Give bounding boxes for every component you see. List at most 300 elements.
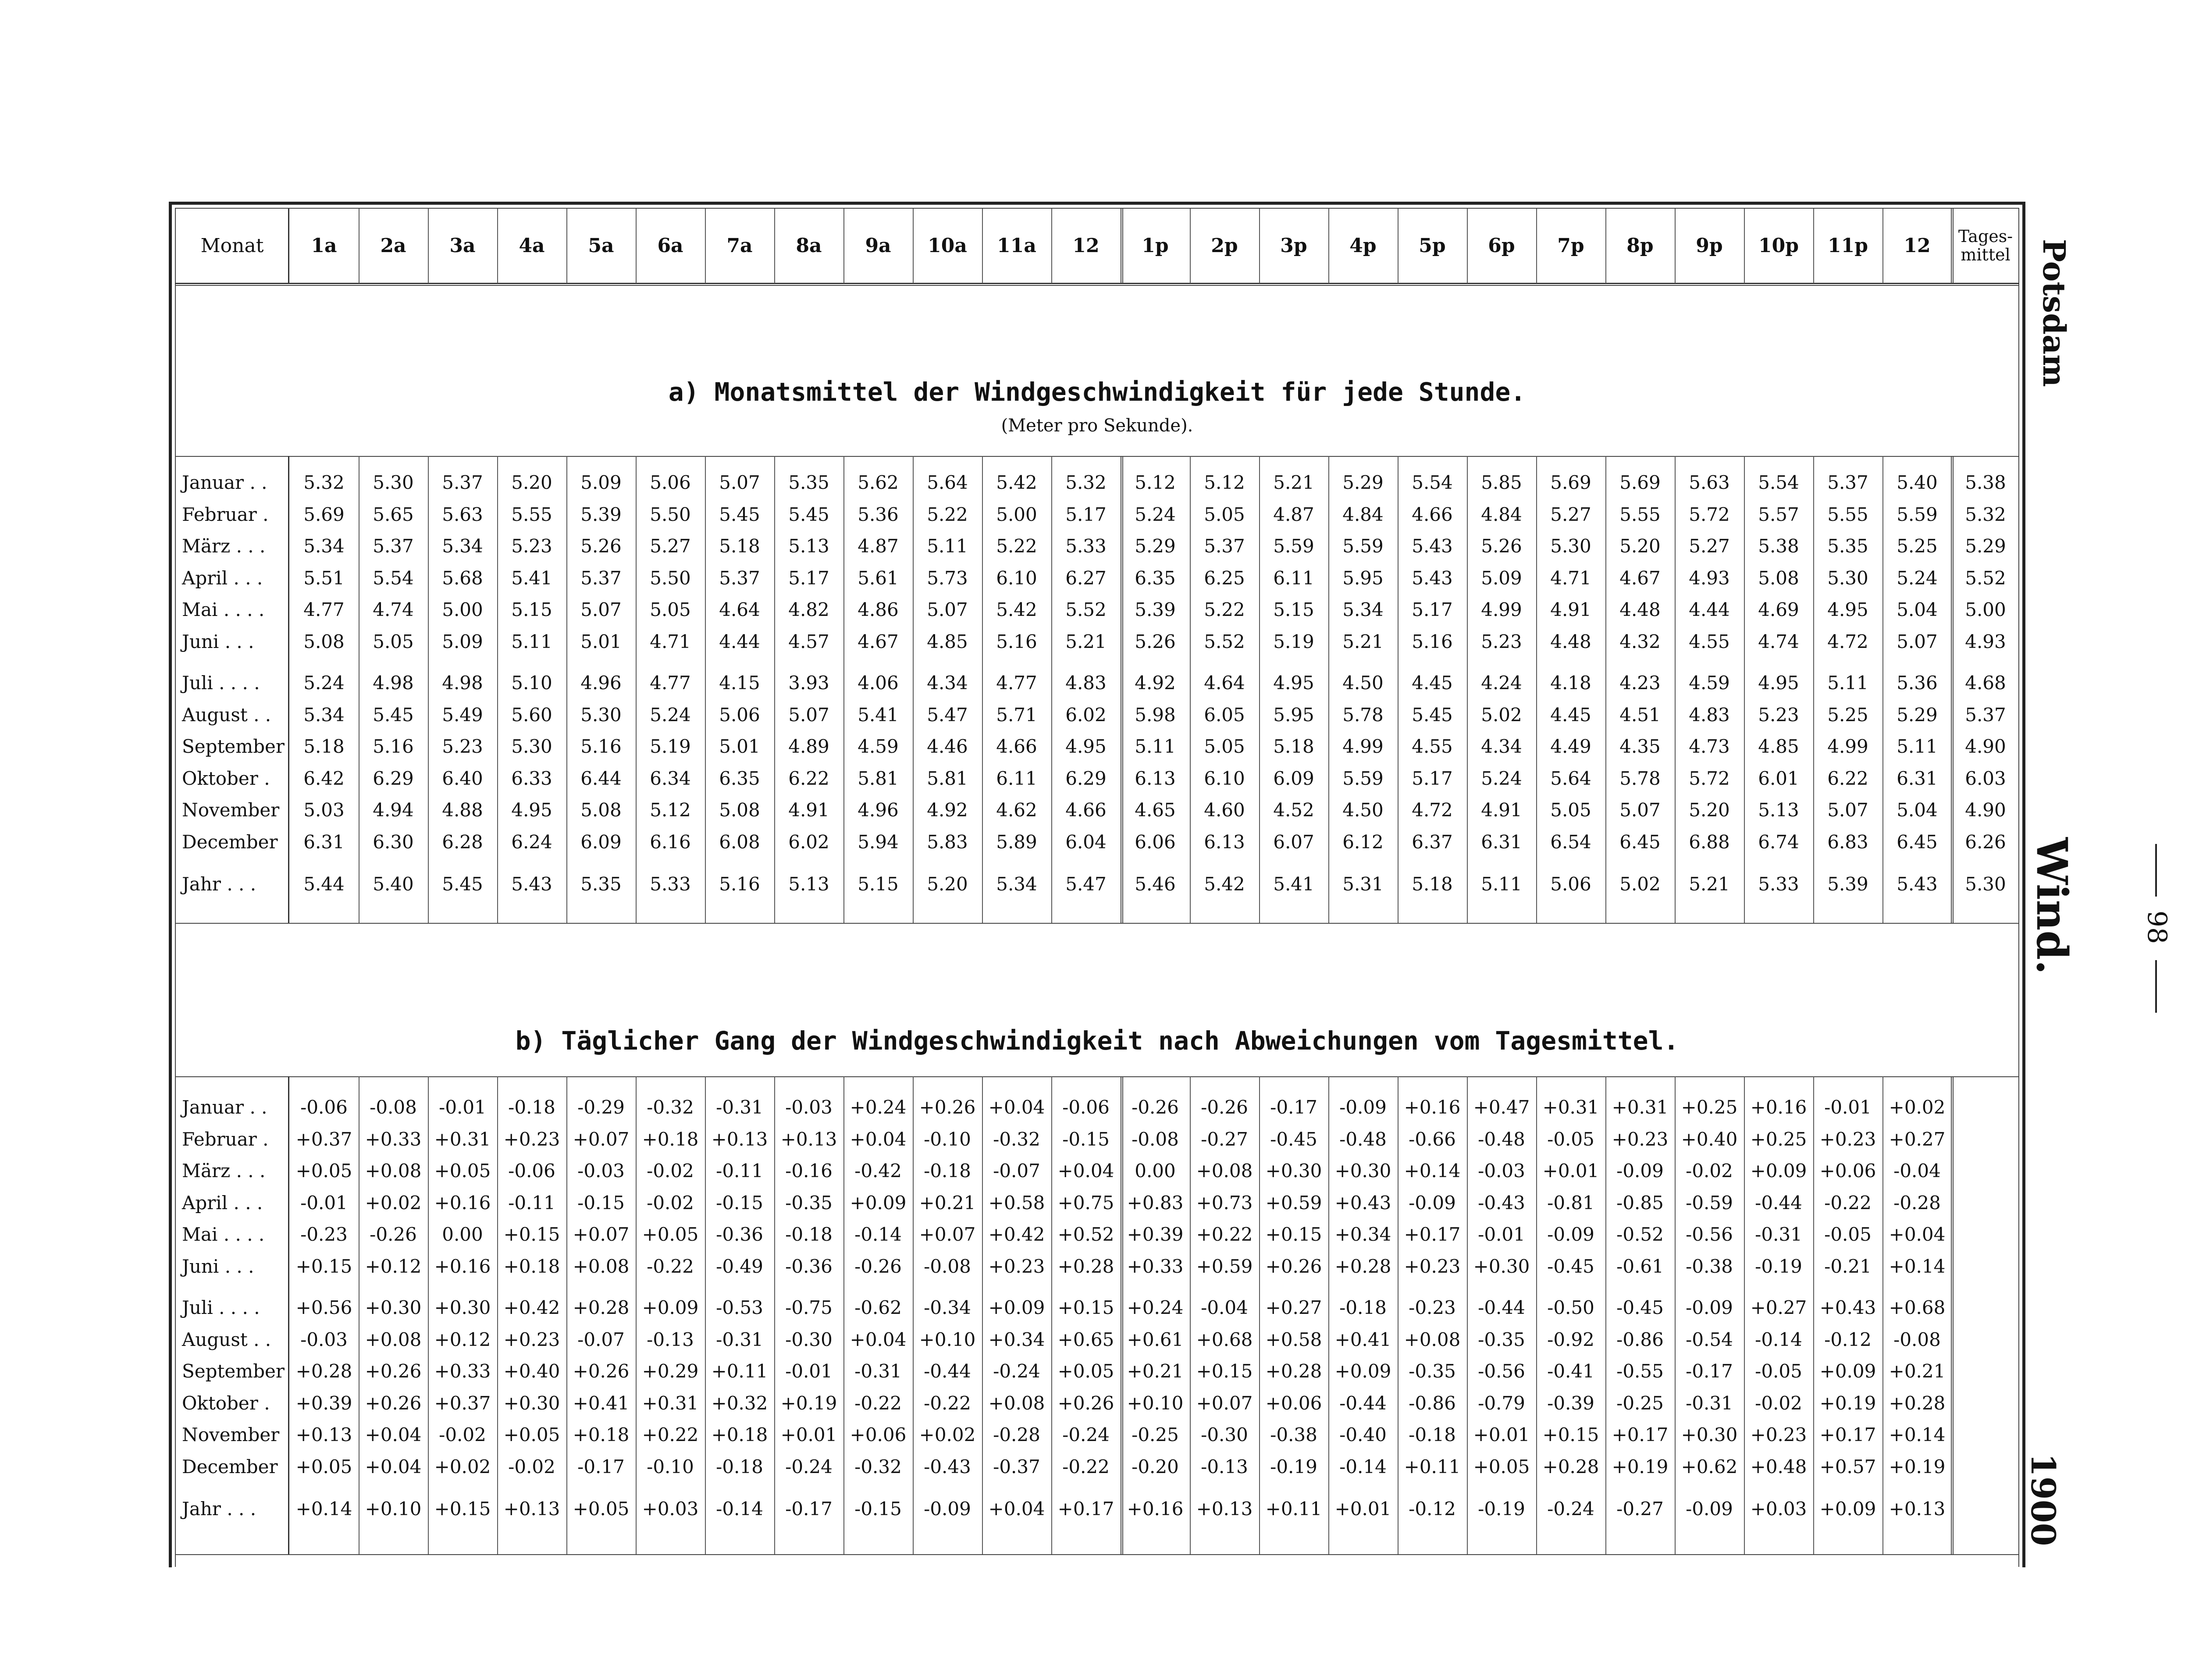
value-cell: -0.15 [716,1192,763,1214]
value-cell: -0.09 [1616,1160,1664,1182]
value-cell: 5.20 [927,873,968,895]
value-cell: 4.66 [996,736,1037,757]
header-hour: 11a [997,234,1036,257]
value-cell: 5.36 [858,504,899,525]
value-cell: +0.32 [711,1392,768,1414]
value-cell: +0.34 [988,1329,1045,1350]
value-cell: 5.26 [1481,535,1522,557]
value-cell: -0.50 [1547,1297,1594,1318]
value-cell: -0.01 [785,1360,833,1382]
hour-column-rule [982,456,983,923]
hour-column-rule [1744,209,1745,283]
hour-column-rule [843,1076,844,1554]
deviation-row [169,1388,2025,1419]
value-cell: +0.26 [365,1392,422,1414]
hour-column-rule [497,456,498,923]
value-cell: 5.98 [1135,704,1176,726]
table-sheet [169,202,2025,1567]
value-cell: 4.34 [927,672,968,694]
value-cell: -0.03 [1478,1160,1525,1182]
value-cell: +0.04 [988,1498,1045,1520]
monthly-mean-row [169,562,2025,594]
value-cell: -0.14 [1755,1329,1802,1350]
value-cell: 5.24 [650,704,691,726]
value-cell: 4.73 [1689,736,1730,757]
value-cell: +0.04 [850,1329,907,1350]
value-cell: 6.02 [1065,704,1107,726]
monthly-mean-row [169,731,2025,762]
hour-column-rule [1744,456,1745,923]
month-label: Mai . . . . [182,599,265,620]
hour-column-rule [1675,209,1676,283]
value-cell: -0.18 [508,1096,555,1118]
daily-mean-cell: 5.32 [1965,504,2006,525]
daily-mean-cell: 4.90 [1965,799,2006,821]
value-cell: -0.38 [1270,1424,1317,1445]
value-cell: +0.02 [434,1456,491,1477]
hour-column-rule [1882,1076,1883,1554]
value-cell: +0.73 [1196,1192,1253,1214]
value-cell: 5.37 [1827,472,1868,493]
value-cell: 5.59 [1273,535,1314,557]
value-cell: 5.04 [1897,799,1938,821]
value-cell: 5.39 [580,504,622,525]
value-cell: 5.55 [1619,504,1661,525]
deviation-row [169,1187,2025,1219]
value-cell: 5.07 [719,472,760,493]
value-cell: +0.15 [1196,1360,1253,1382]
value-cell: 5.37 [373,535,414,557]
value-cell: 4.96 [580,672,622,694]
month-label: Februar . [182,1128,269,1150]
value-cell: +0.40 [503,1360,560,1382]
value-cell: 5.27 [1689,535,1730,557]
value-cell: 0.00 [1135,1160,1176,1182]
value-cell: +0.16 [1750,1096,1807,1118]
value-cell: 5.45 [373,704,414,726]
value-cell: 4.77 [650,672,691,694]
value-cell: 5.05 [1550,799,1591,821]
value-cell: +0.40 [1681,1128,1738,1150]
value-cell: 5.15 [858,873,899,895]
value-cell: -0.03 [577,1160,625,1182]
value-cell: 6.33 [511,768,552,789]
monthly-mean-row [169,868,2025,900]
value-cell: 6.09 [1273,768,1314,789]
value-cell: +0.43 [1819,1297,1876,1318]
value-cell: 5.63 [442,504,483,525]
value-cell: 5.35 [580,873,622,895]
value-cell: 6.01 [1758,768,1799,789]
value-cell: 5.63 [1689,472,1730,493]
deviation-row [169,1155,2025,1187]
value-cell: -0.43 [1478,1192,1525,1214]
value-cell: +0.65 [1057,1329,1114,1350]
value-cell: -0.59 [1686,1192,1733,1214]
value-cell: +0.30 [1265,1160,1322,1182]
noon-double-rule [1121,209,1123,283]
value-cell: -0.42 [854,1160,902,1182]
value-cell: 4.95 [511,799,552,821]
hour-column-rule [843,456,844,923]
value-cell: 5.78 [1342,704,1384,726]
value-cell: 5.34 [1342,599,1384,620]
header-hour: 8p [1626,234,1654,257]
value-cell: 5.72 [1689,504,1730,525]
hour-column-rule [1467,1076,1468,1554]
value-cell: 5.61 [858,567,899,589]
hour-column-rule [1259,456,1260,923]
value-cell: 6.29 [373,768,414,789]
value-cell: 5.49 [442,704,483,726]
mean-column-rule [1951,456,1954,923]
hour-column-rule [1675,456,1676,923]
value-cell: -0.30 [785,1329,833,1350]
value-cell: +0.28 [1265,1360,1322,1382]
value-cell: 5.29 [1897,704,1938,726]
section-a-bottom-rule [175,923,2019,924]
month-label: Januar . . [182,1096,267,1118]
value-cell: -0.79 [1478,1392,1525,1414]
hour-column-rule [705,209,706,283]
value-cell: -0.31 [854,1360,902,1382]
monthly-mean-row [169,499,2025,530]
value-cell: 4.74 [373,599,414,620]
value-cell: +0.21 [919,1192,976,1214]
value-cell: 5.00 [442,599,483,620]
value-cell: -0.20 [1132,1456,1179,1477]
value-cell: -0.18 [785,1224,833,1245]
month-label: Jahr . . . [182,1498,256,1520]
value-cell: 4.85 [927,631,968,652]
value-cell: 5.09 [580,472,622,493]
value-cell: -0.12 [1824,1329,1872,1350]
value-cell: 4.83 [1065,672,1107,694]
value-cell: 4.18 [1550,672,1591,694]
header-hour: 3a [449,234,476,257]
hour-column-rule [566,456,567,923]
month-label: November [182,799,280,821]
value-cell: 4.98 [373,672,414,694]
value-cell: -0.03 [785,1096,833,1118]
value-cell: 6.31 [303,831,345,853]
value-cell: -0.48 [1339,1128,1387,1150]
value-cell: 5.41 [858,704,899,726]
section-b-rule [175,1076,2019,1077]
header-hour: 10a [928,234,967,257]
value-cell: 5.34 [996,873,1037,895]
monthly-mean-row [169,667,2025,699]
value-cell: 5.32 [1065,472,1107,493]
value-cell: +0.19 [1612,1456,1669,1477]
hour-column-rule [774,209,775,283]
value-cell: 5.59 [1342,535,1384,557]
hour-column-rule [1328,209,1329,283]
value-cell: -0.16 [785,1160,833,1182]
value-cell: +0.47 [1473,1096,1530,1118]
value-cell: 4.96 [858,799,899,821]
value-cell: 4.52 [1273,799,1314,821]
value-cell: 4.72 [1827,631,1868,652]
value-cell: 5.26 [1135,631,1176,652]
deviation-row [169,1219,2025,1250]
value-cell: 5.81 [858,768,899,789]
hour-column-rule [913,209,914,283]
value-cell: -0.44 [1478,1297,1525,1318]
value-cell: 5.07 [1619,799,1661,821]
monthly-mean-row [169,467,2025,498]
value-cell: 4.48 [1550,631,1591,652]
value-cell: 5.43 [1412,535,1453,557]
value-cell: -0.53 [716,1297,763,1318]
value-cell: +0.02 [365,1192,422,1214]
value-cell: 5.34 [303,704,345,726]
value-cell: +0.13 [295,1424,352,1445]
value-cell: +0.13 [1889,1498,1946,1520]
value-cell: -0.12 [1409,1498,1456,1520]
value-cell: +0.08 [988,1392,1045,1414]
value-cell: +0.41 [1334,1329,1391,1350]
value-cell: +0.23 [988,1256,1045,1277]
value-cell: 5.05 [1204,736,1245,757]
hour-column-rule [1605,209,1606,283]
value-cell: -0.41 [1547,1360,1594,1382]
monthly-mean-row [169,794,2025,826]
value-cell: +0.31 [642,1392,699,1414]
value-cell: 6.12 [1342,831,1384,853]
value-cell: 4.55 [1689,631,1730,652]
value-cell: 5.12 [650,799,691,821]
value-cell: -0.55 [1616,1360,1664,1382]
value-cell: 4.71 [650,631,691,652]
value-cell: 5.71 [996,704,1037,726]
value-cell: +0.30 [365,1297,422,1318]
value-cell: 5.05 [373,631,414,652]
value-cell: +0.25 [1681,1096,1738,1118]
year-label: 1900 [2024,1453,2063,1546]
value-cell: 5.81 [927,768,968,789]
month-label: Oktober . [182,1392,270,1414]
value-cell: 5.35 [788,472,829,493]
value-cell: 6.11 [996,768,1037,789]
value-cell: 4.55 [1412,736,1453,757]
value-cell: -0.23 [300,1224,348,1245]
value-cell: 5.72 [1689,768,1730,789]
month-label: December [182,831,278,853]
value-cell: 5.45 [442,873,483,895]
value-cell: 5.46 [1135,873,1176,895]
header-hour: 7p [1557,234,1584,257]
value-cell: 5.40 [1897,472,1938,493]
value-cell: 5.47 [1065,873,1107,895]
value-cell: -0.34 [924,1297,971,1318]
value-cell: +0.18 [573,1424,630,1445]
value-cell: +0.12 [434,1329,491,1350]
value-cell: 5.85 [1481,472,1522,493]
value-cell: +0.28 [1334,1256,1391,1277]
value-cell: 5.27 [650,535,691,557]
value-cell: 5.64 [927,472,968,493]
value-cell: -0.28 [1893,1192,1941,1214]
value-cell: -0.02 [1755,1392,1802,1414]
header-hour: 1a [311,234,337,257]
header-daily-mean: Tages- mittel [1958,227,2013,264]
value-cell: +0.31 [1612,1096,1669,1118]
value-cell: -0.02 [508,1456,555,1477]
month-label: März . . . [182,535,266,557]
value-cell: +0.13 [1196,1498,1253,1520]
value-cell: +0.05 [642,1224,699,1245]
value-cell: +0.29 [642,1360,699,1382]
value-cell: -0.24 [1547,1498,1594,1520]
value-cell: 5.18 [1273,736,1314,757]
value-cell: 5.59 [1897,504,1938,525]
value-cell: +0.08 [1196,1160,1253,1182]
value-cell: 5.69 [303,504,345,525]
value-cell: 5.62 [858,472,899,493]
value-cell: +0.31 [1542,1096,1599,1118]
value-cell: 5.37 [719,567,760,589]
value-cell: +0.41 [573,1392,630,1414]
value-cell: +0.04 [850,1128,907,1150]
value-cell: 5.54 [1758,472,1799,493]
deviation-row [169,1124,2025,1155]
value-cell: 5.20 [1619,535,1661,557]
monthly-mean-row [169,594,2025,626]
monthly-mean-row [169,530,2025,562]
value-cell: +0.12 [365,1256,422,1277]
value-cell: 5.07 [788,704,829,726]
value-cell: 5.94 [858,831,899,853]
value-cell: 4.87 [858,535,899,557]
value-cell: 6.09 [580,831,622,853]
value-cell: 5.52 [1204,631,1245,652]
value-cell: +0.26 [573,1360,630,1382]
value-cell: +0.24 [850,1096,907,1118]
value-cell: 5.18 [303,736,345,757]
value-cell: -0.17 [785,1498,833,1520]
value-cell: -0.04 [1893,1160,1941,1182]
value-cell: 5.16 [1412,631,1453,652]
value-cell: +0.83 [1127,1192,1184,1214]
value-cell: -0.17 [577,1456,625,1477]
value-cell: 4.82 [788,599,829,620]
value-cell: 5.89 [996,831,1037,853]
month-label: Juni . . . [182,631,254,652]
value-cell: 5.11 [927,535,968,557]
value-cell: 5.21 [1273,472,1314,493]
daily-mean-cell: 5.29 [1965,535,2006,557]
value-cell: +0.17 [1404,1224,1461,1245]
hour-column-rule [843,209,844,283]
value-cell: -0.26 [1201,1096,1248,1118]
value-cell: -0.56 [1478,1360,1525,1382]
value-cell: 4.93 [1689,567,1730,589]
value-cell: 5.41 [1273,873,1314,895]
value-cell: 5.13 [1758,799,1799,821]
header-hour: 4p [1349,234,1377,257]
value-cell: -0.54 [1686,1329,1733,1350]
value-cell: +0.23 [1612,1128,1669,1150]
value-cell: +0.18 [642,1128,699,1150]
month-label: Juli . . . . [182,1297,260,1318]
value-cell: 5.42 [996,599,1037,620]
value-cell: +0.19 [1889,1456,1946,1477]
value-cell: 5.30 [580,704,622,726]
value-cell: -0.66 [1409,1128,1456,1150]
value-cell: -0.22 [1062,1456,1110,1477]
header-hour: 4a [519,234,545,257]
value-cell: 5.34 [442,535,483,557]
value-cell: 4.95 [1273,672,1314,694]
value-cell: -0.08 [370,1096,417,1118]
daily-mean-cell: 4.90 [1965,736,2006,757]
value-cell: +0.05 [573,1498,630,1520]
deviation-row [169,1292,2025,1324]
value-cell: 6.22 [1827,768,1868,789]
value-cell: 4.32 [1619,631,1661,652]
value-cell: -0.15 [577,1192,625,1214]
value-cell: 5.17 [1412,768,1453,789]
value-cell: 5.29 [1135,535,1176,557]
hour-column-rule [1605,1076,1606,1554]
daily-mean-cell: 5.38 [1965,472,2006,493]
deviation-row [169,1324,2025,1356]
month-label: Januar . . [182,472,267,493]
value-cell: 4.98 [442,672,483,694]
value-cell: 4.77 [303,599,345,620]
value-cell: +0.08 [365,1329,422,1350]
value-cell: +0.27 [1889,1128,1946,1150]
value-cell: 5.18 [719,535,760,557]
value-cell: -0.01 [1478,1224,1525,1245]
hour-column-rule [913,456,914,923]
value-cell: -0.18 [924,1160,971,1182]
value-cell: -0.36 [716,1224,763,1245]
value-cell: -0.09 [1686,1498,1733,1520]
value-cell: +0.17 [1612,1424,1669,1445]
value-cell: -0.31 [1686,1392,1733,1414]
value-cell: 6.45 [1897,831,1938,853]
value-cell: 4.24 [1481,672,1522,694]
value-cell: 4.23 [1619,672,1661,694]
value-cell: 5.37 [442,472,483,493]
section-a-title: a) Monatsmittel der Windgeschwindigkeit für jede Stunde. [668,377,1526,407]
value-cell: 5.19 [1273,631,1314,652]
value-cell: -0.27 [1616,1498,1664,1520]
value-cell: 5.59 [1342,768,1384,789]
value-cell: +0.05 [1057,1360,1114,1382]
value-cell: -0.38 [1686,1256,1733,1277]
value-cell: +0.18 [711,1424,768,1445]
value-cell: 5.03 [303,799,345,821]
value-cell: -0.35 [1478,1329,1525,1350]
value-cell: -0.05 [1547,1128,1594,1150]
hour-column-rule [1744,1076,1745,1554]
value-cell: -0.09 [1339,1096,1387,1118]
value-cell: +0.19 [780,1392,837,1414]
value-cell: 5.06 [719,704,760,726]
value-cell: +0.26 [365,1360,422,1382]
mean-column-rule [1951,209,1954,283]
hour-column-rule [982,1076,983,1554]
value-cell: +0.16 [1127,1498,1184,1520]
value-cell: +0.15 [1057,1297,1114,1318]
value-cell: 5.24 [303,672,345,694]
value-cell: 5.73 [927,567,968,589]
value-cell: 4.66 [1412,504,1453,525]
value-cell: 5.13 [788,535,829,557]
